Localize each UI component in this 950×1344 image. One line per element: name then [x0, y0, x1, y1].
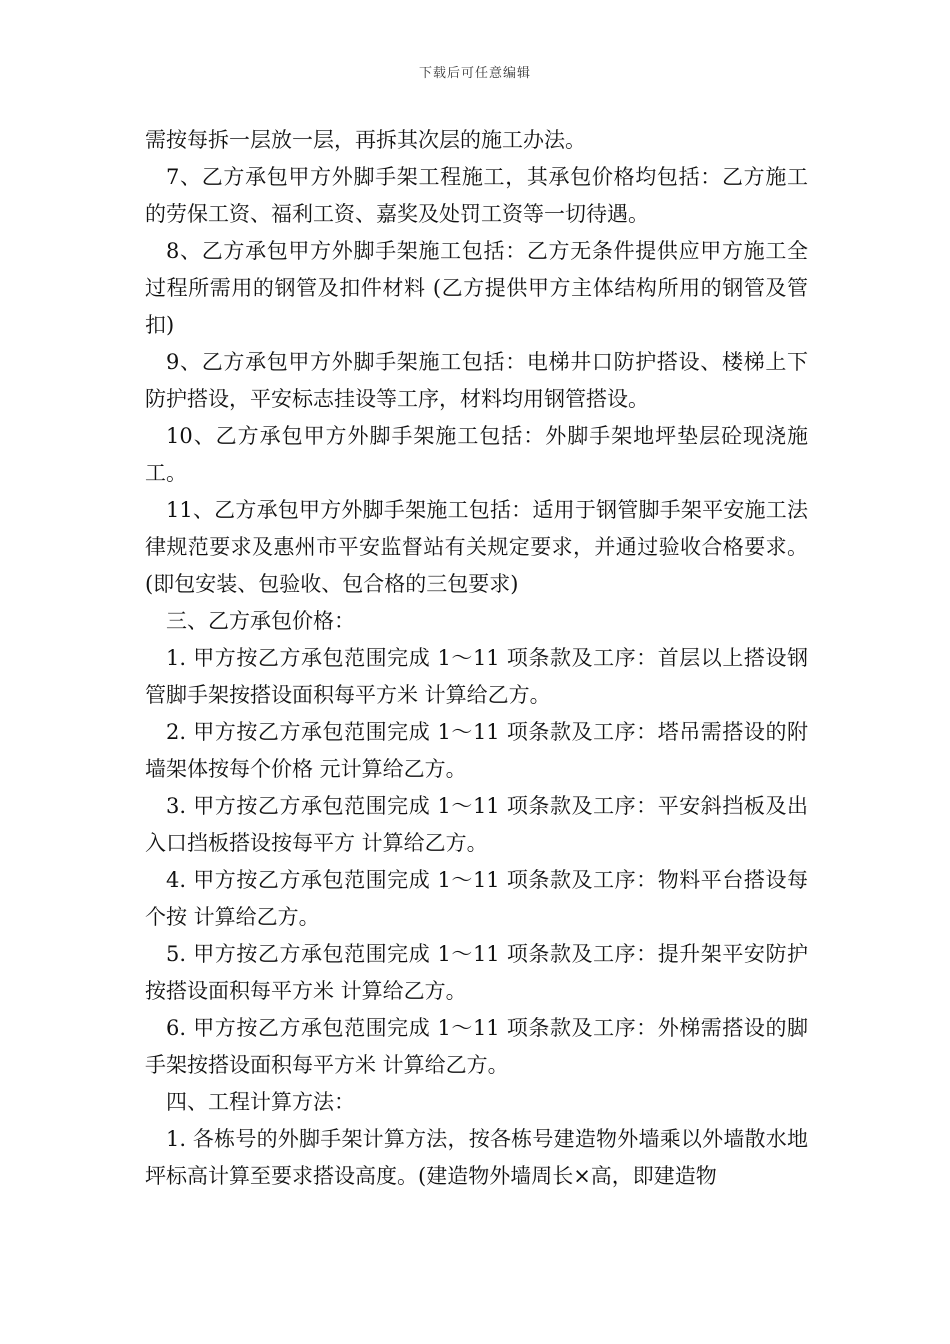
paragraph-item-8: 8、乙方承包甲方外脚手架施工包括：乙方无条件提供应甲方施工全过程所需用的钢管及扣件材料 (乙方提供甲方主体结构所用的钢管及管扣): [145, 239, 808, 337]
page-header: 下载后可任意编辑: [418, 66, 531, 81]
price-item-2: 2. 甲方按乙方承包范围完成 1～11 项条款及工序：塔吊需搭设的附墙架体按每个价格 元计算给乙方。: [145, 720, 808, 781]
paragraph-item-9: 9、乙方承包甲方外脚手架施工包括：电梯井口防护搭设、楼梯上下防护搭设，平安标志挂设等工序，材料均用钢管搭设。: [145, 350, 808, 411]
document-body: [145, 122, 808, 1195]
price-item-5: 5. 甲方按乙方承包范围完成 1～11 项条款及工序：提升架平安防护按搭设面积每平方米 计算给乙方。: [145, 942, 808, 1003]
paragraph-item-11: 11、乙方承包甲方外脚手架施工包括：适用于钢管脚手架平安施工法律规范要求及惠州市平安监督站有关规定要求，并通过验收合格要求。(即包安装、包验收、包合格的三包要求): [145, 498, 808, 596]
section-heading-3: 三、乙方承包价格：: [166, 609, 355, 633]
paragraph-item-10: 10、乙方承包甲方外脚手架施工包括：外脚手架地坪垫层砼现浇施工。: [145, 424, 808, 485]
price-item-1: 1. 甲方按乙方承包范围完成 1～11 项条款及工序：首层以上搭设钢管脚手架按搭设面积每平方米 计算给乙方。: [145, 646, 808, 707]
paragraph-item-7: 7、乙方承包甲方外脚手架工程施工，其承包价格均包括：乙方施工的劳保工资、福利工资、嘉奖及处罚工资等一切待遇。: [145, 165, 808, 226]
section-heading-4: 四、工程计算方法：: [166, 1090, 355, 1114]
paragraph-continuation: 需按每拆一层放一层，再拆其次层的施工办法。: [145, 128, 586, 152]
price-item-3: 3. 甲方按乙方承包范围完成 1～11 项条款及工序：平安斜挡板及出入口挡板搭设按每平方 计算给乙方。: [145, 794, 808, 855]
price-item-6: 6. 甲方按乙方承包范围完成 1～11 项条款及工序：外梯需搭设的脚手架按搭设面积每平方米 计算给乙方。: [145, 1016, 808, 1077]
price-item-4: 4. 甲方按乙方承包范围完成 1～11 项条款及工序：物料平台搭设每个按 计算给乙方。: [145, 868, 808, 929]
calc-item-1: 1. 各栋号的外脚手架计算方法，按各栋号建造物外墙乘以外墙散水地坪标高计算至要求搭设高度。(建造物外墙周长×高，即建造物: [145, 1127, 808, 1188]
